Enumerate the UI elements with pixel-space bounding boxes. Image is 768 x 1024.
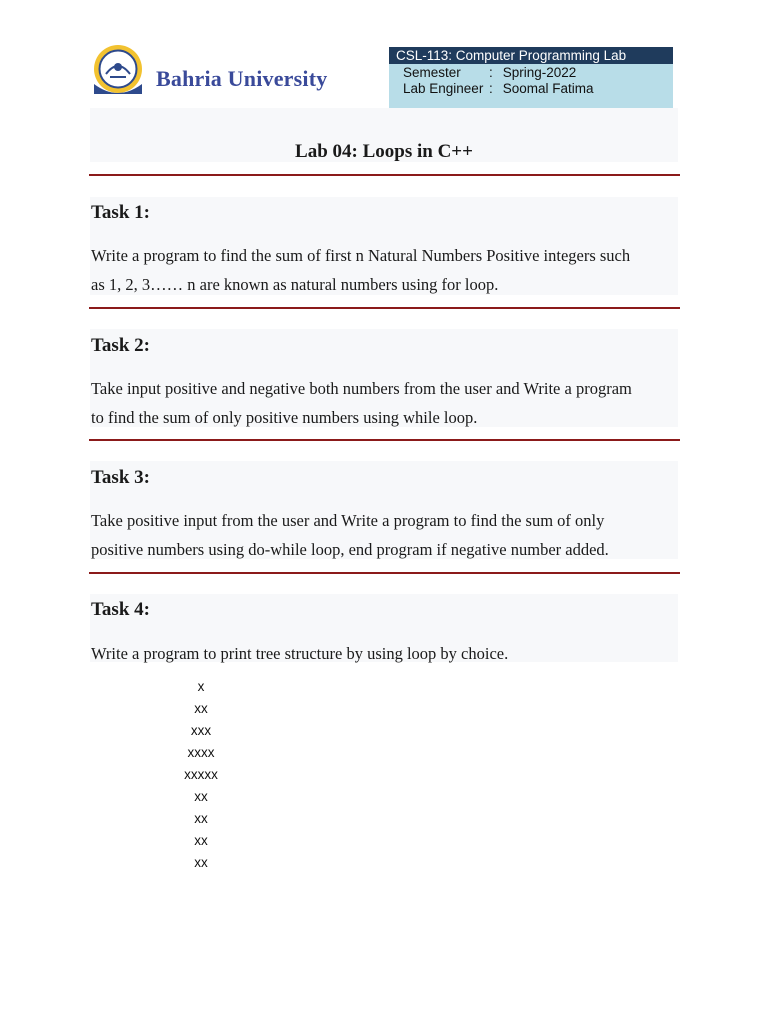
tree-row: xx [194, 855, 208, 870]
task-2-body [91, 374, 681, 432]
task-2-line: Take input positive and negative both numbers from the user and Write a program [91, 379, 632, 398]
tree-row: xxx [190, 723, 212, 738]
tree-row: xx [194, 833, 208, 848]
semester-separator: : [489, 65, 493, 80]
semester-value: Spring-2022 [502, 65, 577, 80]
university-name: Bahria University [156, 66, 328, 91]
course-title: CSL-113: Computer Programming Lab [389, 47, 673, 64]
task-3-heading: Task 3: [91, 467, 150, 488]
section-divider [89, 307, 680, 309]
task-1-heading: Task 1: [91, 202, 150, 223]
university-crest-icon [92, 44, 144, 94]
task-3-line: Take positive input from the user and Write a program to find the sum of only [91, 511, 605, 530]
semester-label: Semester [403, 65, 461, 80]
task-4-body [91, 639, 681, 668]
task-4-line: Write a program to print tree structure by using loop by choice. [91, 644, 509, 663]
engineer-value: Soomal Fatima [502, 81, 594, 96]
section-divider [89, 572, 680, 574]
engineer-row [403, 81, 594, 97]
tree-row: xx [194, 811, 208, 826]
page-title: Lab 04: Loops in C++ [295, 141, 473, 162]
title-band [90, 108, 678, 162]
engineer-separator: : [489, 81, 493, 96]
semester-row [403, 65, 576, 81]
task-2-heading: Task 2: [91, 335, 150, 356]
tree-row: x [197, 679, 205, 694]
tree-row: xxxx [187, 745, 215, 760]
engineer-label: Lab Engineer [403, 81, 484, 96]
task-4-heading: Task 4: [91, 599, 150, 620]
task-2-line: to find the sum of only positive numbers using while loop. [91, 408, 478, 427]
task-1-line: Write a program to find the sum of first n Natural Numbers Positive integers such [91, 246, 631, 265]
task-3-line: positive numbers using do-while loop, end program if negative number added. [91, 540, 609, 559]
section-divider [89, 439, 680, 441]
course-info-box [389, 47, 673, 108]
tree-row: xx [194, 701, 208, 716]
task-3-body [91, 506, 681, 564]
section-divider [89, 174, 680, 176]
tree-row: xx [194, 789, 208, 804]
task-1-body [91, 241, 681, 299]
logo-tagline [156, 88, 324, 94]
university-logo [92, 44, 328, 94]
task-1-line: as 1, 2, 3…… n are known as natural numbers using for loop. [91, 275, 499, 294]
tree-row: xxxxx [184, 767, 218, 782]
tree-pattern [170, 678, 232, 876]
